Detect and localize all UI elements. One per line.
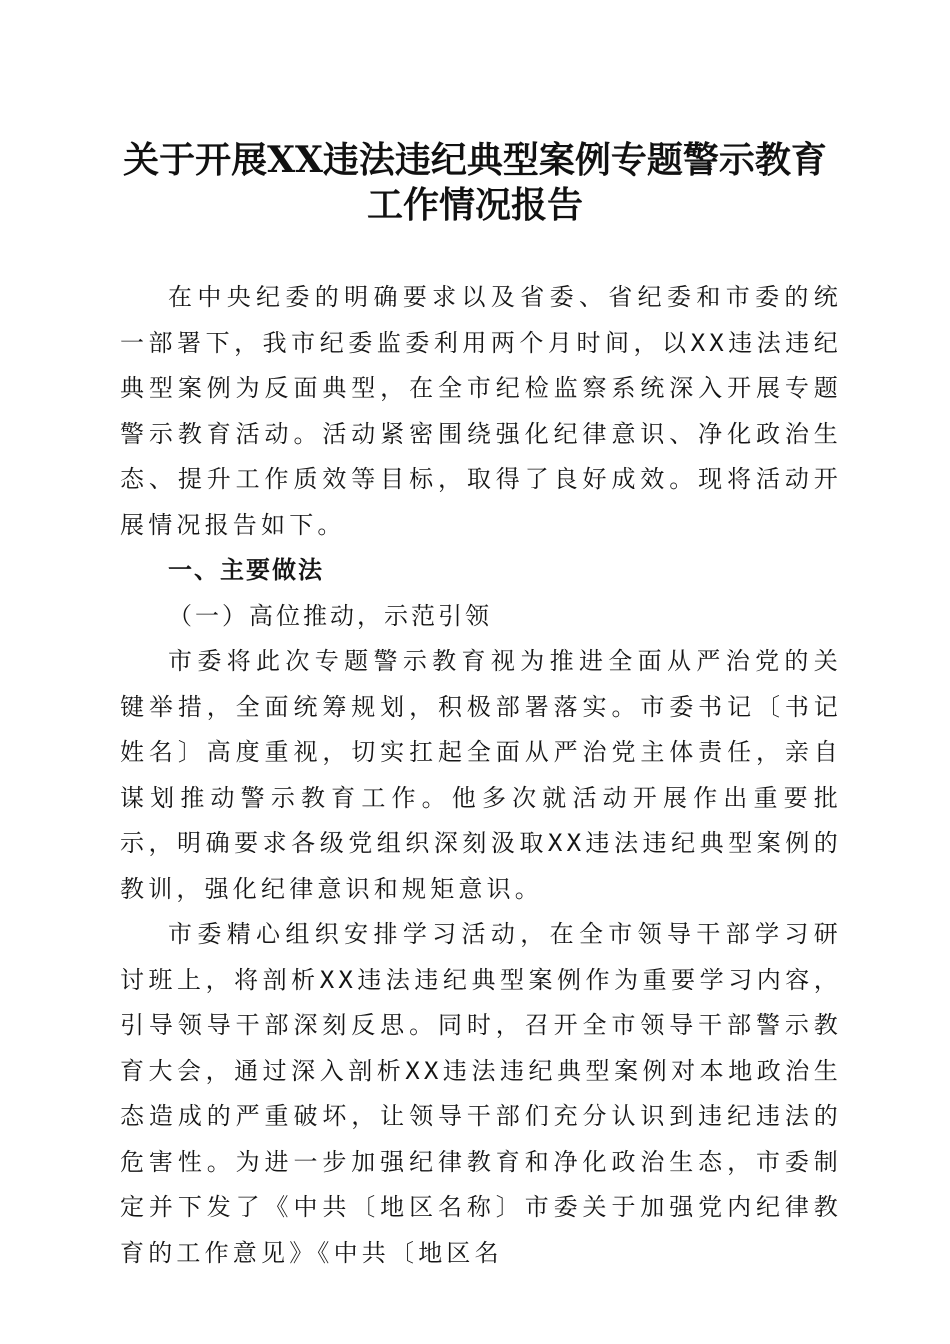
document-title-line-2: 工作情况报告 (366, 184, 583, 226)
document-title-line-1: 关于开展XX违法违纪典型案例专题警示教育 (123, 139, 827, 181)
body-paragraph-1: 市委将此次专题警示教育视为推进全面从严治党的关键举措，全面统筹规划，积极部署落实。市委书记〔书记姓名〕高度重视，切实扛起全面从严治党主体责任，亲自谋划推动警示教育工作。他多次就活动开展作出重要批示，明确要求各级党组织深刻汲取XX违法违纪典型案例的教训，强化纪律意识和规矩意识。 (120, 647, 842, 903)
body-paragraph-2: 市委精心组织安排学习活动，在全市领导干部学习研讨班上，将剖析XX违法违纪典型案例作为重要学习内容，引导领导干部深刻反思。同时，召开全市领导干部警示教育大会，通过深入剖析XX违法违纪典型案例对本地政治生态造成的严重破坏，让领导干部们充分认识到违纪违法的危害性。为进一步加强纪律教育和净化政治生态，市委制定并下发了《中共〔地区名称〕市委关于加强党内纪律教育的工作意见》《中共〔地区名 (120, 920, 842, 1267)
subsection-heading: （一）高位推动，示范引领 (168, 601, 492, 630)
section-heading: 一、主要做法 (168, 556, 324, 584)
document-body (120, 275, 842, 1276)
intro-paragraph: 在中央纪委的明确要求以及省委、省纪委和市委的统一部署下，我市纪委监委利用两个月时间，以XX违法违纪典型案例为反面典型，在全市纪检监察系统深入开展专题警示教育活动。活动紧密围绕强化纪律意识、净化政治生态、提升工作质效等目标，取得了良好成效。现将活动开展情况报告如下。 (120, 283, 842, 539)
